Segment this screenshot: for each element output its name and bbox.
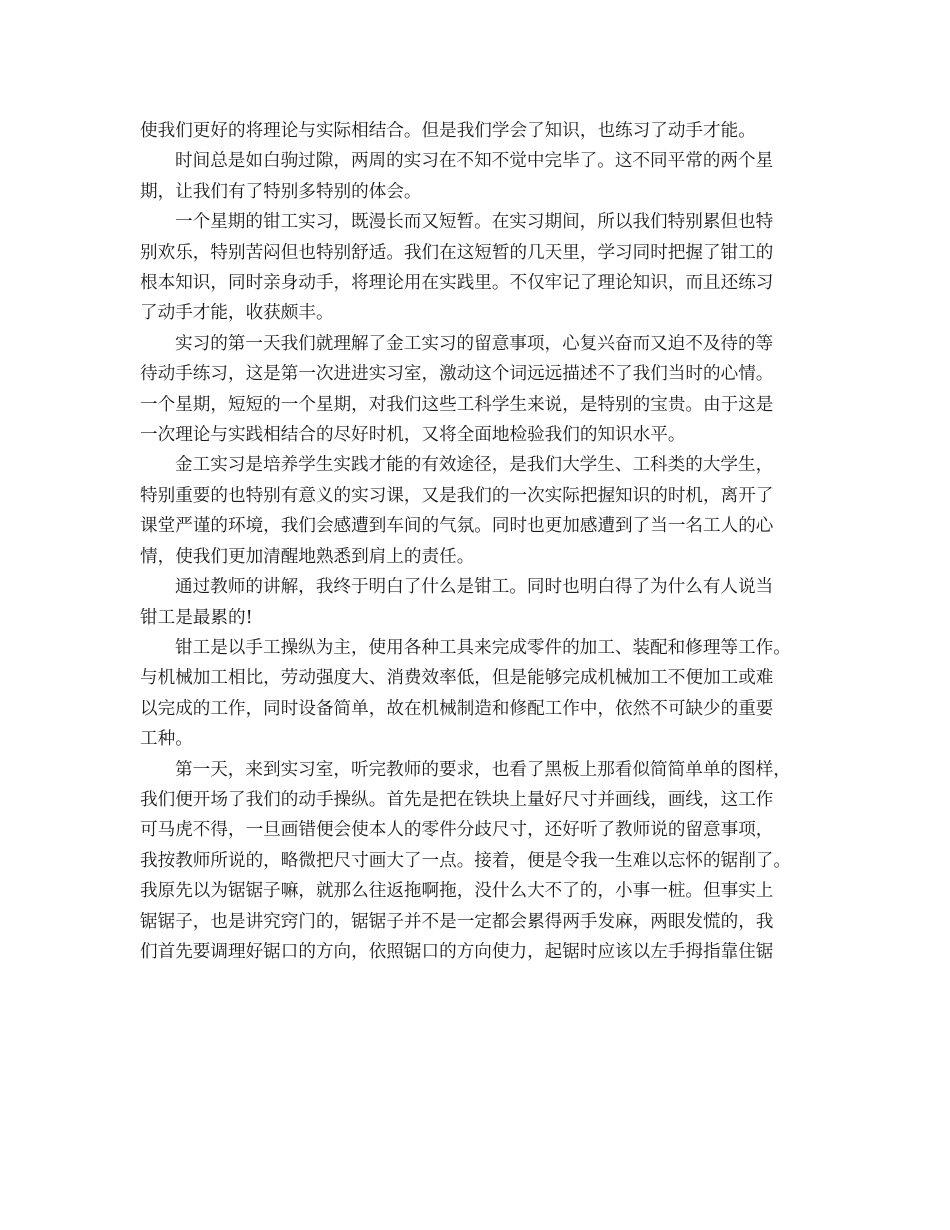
text-line: 以完成的工作，同时设备简单，故在机械制造和修配工作中，依然不可缺少的重要 (140, 698, 774, 719)
document-body (140, 116, 820, 967)
text-line: 情，使我们更加清醒地熟悉到肩上的责任。 (140, 546, 475, 567)
paragraph (140, 146, 820, 207)
text-line: 使我们更好的将理论与实际相结合。但是我们学会了知识，也练习了动手才能。 (140, 121, 756, 141)
text-line: 时间总是如白驹过隙，两周的实习在不知不觉中完毕了。这不同平常的两个星 (175, 151, 774, 172)
text-line: 待动手练习，这是第一次进进实习室，激动这个词远远描述不了我们当时的心情。 (140, 364, 774, 385)
paragraph (140, 572, 820, 633)
paragraph (140, 450, 820, 572)
text-line: 一次理论与实践相结合的尽好时机，又将全面地检验我们的知识水平。 (140, 425, 686, 446)
text-line: 特别重要的也特别有意义的实习课，又是我们的一次实际把握知识的时机，离开了 (140, 485, 774, 506)
text-line: 与机械加工相比，劳动强度大、消费效率低，但是能够完成机械加工不便加工或难 (140, 668, 774, 689)
paragraph (140, 207, 820, 329)
paragraph-continuation (140, 116, 820, 146)
text-line: 实习的第一天我们就理解了金工实习的留意事项，心复兴奋而又迫不及待的等 (175, 333, 774, 354)
text-line: 钳工是以手工操纵为主，使用各种工具来完成零件的加工、装配和修理等工作。 (175, 637, 791, 658)
text-line: 期，让我们有了特别多特别的体会。 (140, 181, 422, 202)
text-line: 我按教师所说的，略微把尺寸画大了一点。接着，便是令我一生难以忘怀的锯削了。 (140, 850, 791, 871)
text-line: 别欢乐，特别苦闷但也特别舒适。我们在这短暂的几天里，学习同时把握了钳工的 (140, 242, 774, 263)
text-line: 根本知识，同时亲身动手，将理论用在实践里。不仅牢记了理论知识，而且还练习 (140, 273, 774, 294)
text-line: 工种。 (140, 729, 193, 750)
text-line: 钳工是最累的! (140, 607, 253, 628)
text-line: 我原先以为锯锯子嘛，就那么往返拖啊拖，没什么大不了的，小事一桩。但事实上 (140, 881, 774, 902)
text-line: 金工实习是培养学生实践才能的有效途径，是我们大学生、工科类的大学生， (175, 455, 774, 476)
text-line: 了动手才能，收获颇丰。 (140, 303, 334, 324)
text-line: 可马虎不得，一旦画错便会使本人的零件分歧尺寸，还好听了教师说的留意事项， (140, 820, 774, 841)
text-line: 我们便开场了我们的动手操纵。首先是把在铁块上量好尺寸并画线，画线，这工作 (140, 789, 774, 810)
text-line: 通过教师的讲解，我终于明白了什么是钳工。同时也明白得了为什么有人说当 (175, 577, 774, 598)
paragraph (140, 755, 820, 968)
text-line: 一个星期，短短的一个星期，对我们这些工科学生来说，是特别的宝贵。由于这是 (140, 394, 774, 415)
text-line: 课堂严谨的环境，我们会感遭到车间的气氛。同时也更加感遭到了当一名工人的心 (140, 516, 774, 537)
text-line: 锯锯子，也是讲究窍门的，锯锯子并不是一定都会累得两手发麻，两眼发慌的，我 (140, 911, 774, 932)
text-line: 第一天，来到实习室，听完教师的要求，也看了黑板上那看似简简单单的图样， (175, 759, 791, 780)
text-line: 一个星期的钳工实习，既漫长而又短暂。在实习期间，所以我们特别累但也特 (175, 212, 774, 233)
paragraph (140, 329, 820, 451)
text-line: 们首先要调理好锯口的方向，依照锯口的方向使力，起锯时应该以左手拇指靠住锯 (140, 941, 774, 962)
paragraph (140, 633, 820, 755)
